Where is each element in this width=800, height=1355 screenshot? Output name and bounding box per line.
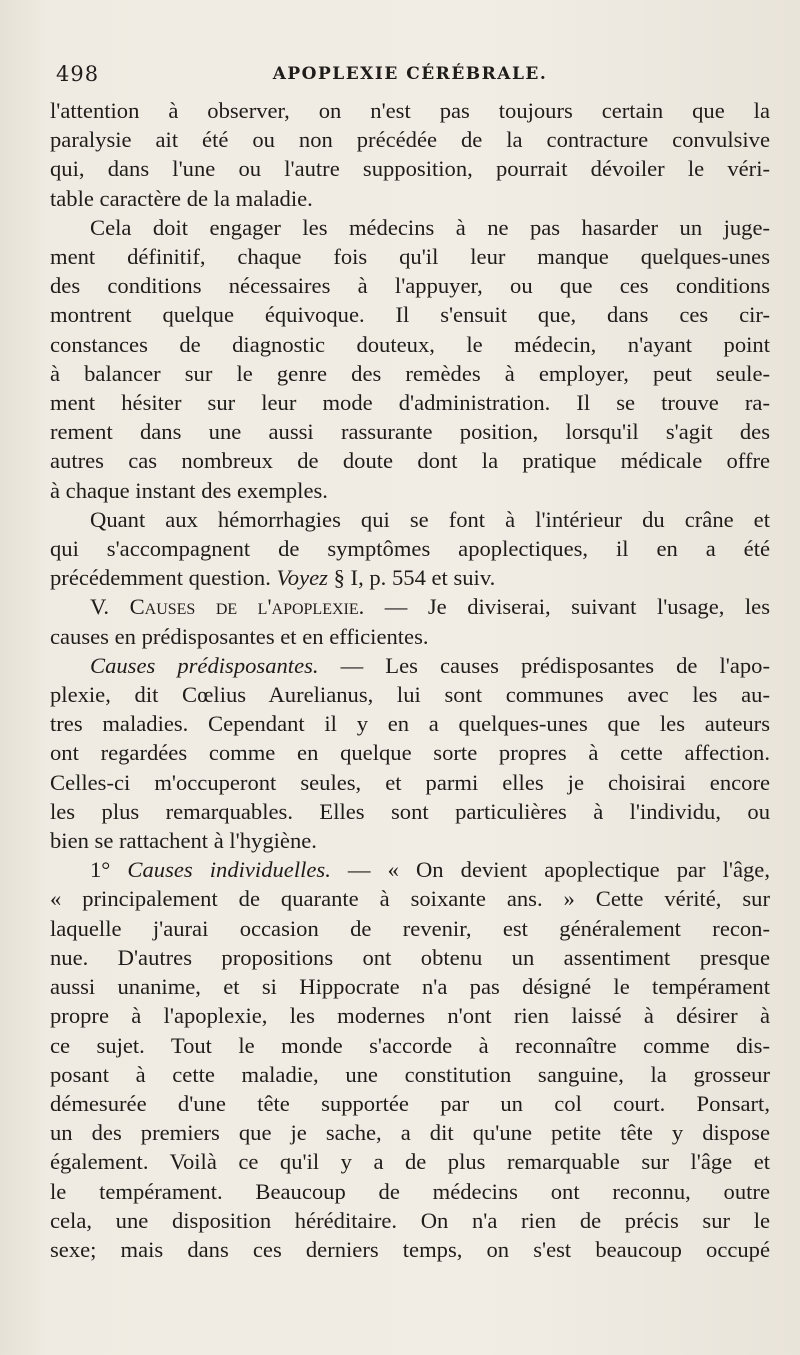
text-line: ce sujet. Tout le monde s'accorde à reconnaître comme dis- (50, 1032, 770, 1058)
text-line: laquelle j'aurai occasion de revenir, est généralement recon- (50, 915, 770, 941)
cross-reference-italic: Voyez (276, 565, 328, 591)
text-span: — Les causes prédisposantes de l'apo- (318, 652, 770, 678)
paragraph-3 (50, 505, 770, 593)
text-line: montrent quelque équivoque. Il s'ensuit que, dans ces cir- (50, 302, 770, 328)
text-line: paralysie ait été ou non précédée de la contracture convulsive (50, 127, 770, 153)
page-header (50, 62, 770, 96)
text-span: — « On devient apoplectique par l'âge, (330, 857, 770, 883)
text-line: Quant aux hémorrhagies qui se font à l'intérieur du crâne et (90, 506, 770, 532)
text-line (50, 563, 770, 592)
page-number: 498 (56, 62, 100, 86)
text-line: posant à cette maladie, une constitution sanguine, la grosseur (50, 1061, 770, 1087)
text-line: plexie, dit Cœlius Aurelianus, lui sont communes avec les au- (50, 682, 770, 708)
subsection-title: Causes individuelles. (127, 857, 331, 883)
text-line: qui s'accompagnent de symptômes apoplectiques, il en a été (50, 536, 770, 562)
paragraph-2 (50, 213, 770, 505)
text-line: constances de diagnostic douteux, le médecin, n'ayant point (50, 331, 770, 357)
body-text (50, 96, 770, 1264)
text-line (50, 592, 770, 621)
text-line: à balancer sur le genre des remèdes à employer, peut seule- (50, 360, 770, 386)
text-line: causes en prédisposantes et en efficientes. (50, 623, 429, 649)
text-span: — Je diviserai, suivant l'usage, les (364, 594, 770, 620)
text-line: des conditions nécessaires à l'appuyer, ou que ces conditions (50, 273, 770, 299)
text-line: cela, une disposition héréditaire. On n'a rien de précis sur le (50, 1207, 770, 1233)
text-line: également. Voilà ce qu'il y a de plus remarquable sur l'âge et (50, 1149, 770, 1175)
text-line: démesurée d'une tête supportée par un col court. Ponsart, (50, 1090, 770, 1116)
text-line: ont regardées comme en quelque sorte propres à cette affection. (50, 740, 770, 766)
text-line (50, 651, 770, 680)
text-line: ment définitif, chaque fois qu'il leur manque quelques-unes (50, 244, 770, 270)
running-title: APOPLEXIE CÉRÉBRALE. (272, 64, 548, 84)
subsection-title: Causes prédisposantes. (90, 652, 319, 678)
paragraph-predisposing-causes (50, 651, 770, 855)
item-number: 1° (90, 857, 128, 883)
text-line: table caractère de la maladie. (50, 185, 313, 211)
section-number: V. (90, 594, 110, 620)
text-line: ment hésiter sur leur mode d'administration. Il se trouve ra- (50, 390, 770, 416)
text-line: un des premiers que je sache, a dit qu'une petite tête y dispose (50, 1120, 770, 1146)
text-line: le tempérament. Beaucoup de médecins ont reconnu, outre (50, 1178, 770, 1204)
text-line: qui, dans l'une ou l'autre supposition, pourrait dévoiler le véri- (50, 156, 770, 182)
text-line: l'attention à observer, on n'est pas toujours certain que la (50, 98, 770, 123)
text-line: aussi unanime, et si Hippocrate n'a pas désigné le tempérament (50, 974, 770, 1000)
text-line: autres cas nombreux de doute dont la pratique médicale offre (50, 448, 770, 474)
text-line: sexe; mais dans ces derniers temps, on s'est beaucoup occupé (50, 1236, 770, 1262)
paragraph-1 (50, 96, 770, 213)
cross-reference: § I, p. 554 et suiv. (333, 565, 496, 591)
text-line: Cela doit engager les médecins à ne pas hasarder un juge- (90, 214, 770, 240)
text-line: nue. D'autres propositions ont obtenu un assentiment presque (50, 944, 770, 970)
text-line: propre à l'apoplexie, les modernes n'ont rien laissé à désirer à (50, 1003, 770, 1029)
text-line: Celles-ci m'occuperont seules, et parmi elles je choisirai encore (50, 769, 770, 795)
paragraph-individual-causes (50, 855, 770, 1264)
text-line: les plus remarquables. Elles sont particulières à l'individu, ou (50, 798, 770, 824)
text-line (50, 855, 770, 884)
section-title: Causes de l'apoplexie. (129, 594, 365, 620)
section-heading-paragraph (50, 592, 770, 650)
text-line: tres maladies. Cependant il y en a quelques-unes que les auteurs (50, 711, 770, 737)
text-line: à chaque instant des exemples. (50, 477, 328, 503)
text-span: précédemment question. (50, 565, 271, 591)
text-line: bien se rattachent à l'hygiène. (50, 828, 317, 854)
text-line: « principalement de quarante à soixante ans. » Cette vérité, sur (50, 886, 770, 912)
text-line: rement dans une aussi rassurante position, lorsqu'il s'agit des (50, 419, 770, 445)
